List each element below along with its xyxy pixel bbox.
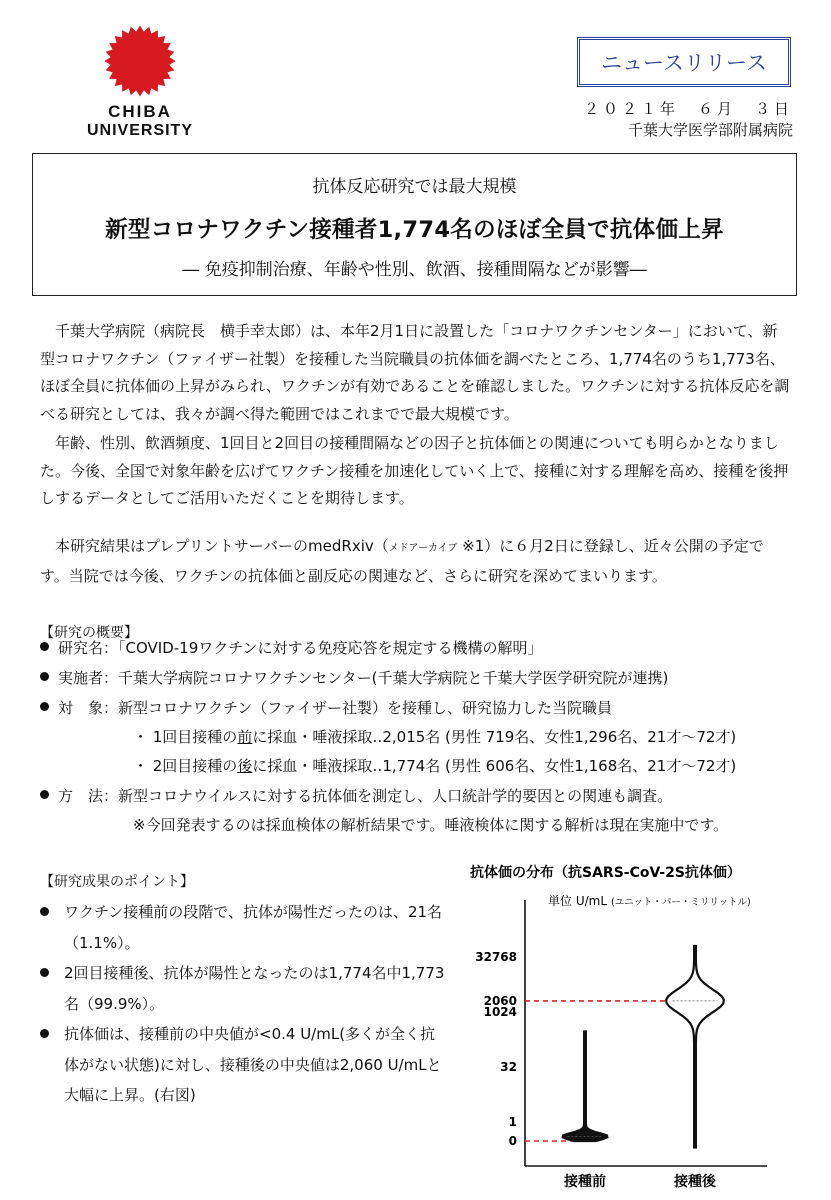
body-paragraph-3	[40, 533, 792, 590]
results-list	[40, 897, 450, 1111]
bullet-icon	[40, 907, 49, 916]
logo-star-shape	[104, 25, 175, 96]
bullet-icon	[40, 1029, 49, 1038]
title-subtitle: 抗体反応研究では最大規模	[312, 177, 517, 197]
overview-method-text: 方 法：新型コロナウイルスに対する抗体価を測定し、人口統計学的要因との関連も調査。	[58, 787, 673, 805]
overview-implementer-text: 実施者：千葉大学病院コロナワクチンセンター(千葉大学病院と千葉大学医学研究院が連携)	[58, 669, 669, 687]
chart-title: 抗体価の分布（抗SARS-CoV-2S抗体価）	[470, 865, 741, 881]
chiba-university-logo-icon	[103, 24, 177, 98]
x-category-label: 接種後	[674, 1174, 716, 1190]
overview-name	[40, 638, 543, 658]
bullet-icon	[40, 790, 49, 799]
overview-implementer	[40, 668, 668, 688]
violin-before	[563, 1032, 608, 1142]
overview-subject-text: 対 象：新型コロナワクチン（ファイザー社製）を接種し、研究協力した当院職員	[58, 699, 612, 717]
bullet-icon	[40, 702, 49, 711]
y-tick-label: 0	[508, 1134, 517, 1148]
overview-subject	[40, 698, 612, 718]
overview-subject-sub2	[133, 756, 736, 776]
result-item	[40, 1019, 450, 1111]
overview-name-text: 研究名：「COVID-19ワクチンに対する免疫応答を規定する機構の解明」	[58, 639, 543, 657]
bullet-icon	[40, 672, 49, 681]
title-tagline: ― 免疫抑制治療、年齢や性別、飲酒、接種間隔などが影響―	[182, 260, 647, 280]
page-title: 新型コロナワクチン接種者1,774名のほぼ全員で抗体価上昇	[105, 217, 724, 243]
y-tick-label: 2060	[483, 993, 517, 1008]
overview-method	[40, 786, 672, 806]
result-item-text: ワクチン接種前の段階で、抗体が陽性だったのは、21名（1.1%）。	[64, 903, 443, 952]
chart-unit-note: (ユニット・パー・ミリリットル)	[611, 897, 751, 908]
antibody-violin-chart	[455, 860, 825, 1195]
sub2-underlined: 後	[237, 757, 253, 775]
sub2-post: に採血・唾液採取‥1,774名 (男性 606名、女性1,168名、21才～72才)	[252, 757, 737, 775]
overview-subject-sub1	[133, 727, 736, 747]
chart-unit-label: 単位 U/mL	[548, 894, 608, 908]
overview-note: ※今回発表するのは採血検体の解析結果です。唾液検体に関する解析は現在実施中です。	[133, 816, 729, 834]
title-box	[32, 153, 797, 296]
logo-line-university: UNIVERSITY	[86, 122, 193, 139]
body-paragraph-2: 年齢、性別、飲酒頻度、1回目と2回目の接種間隔などの因子と抗体価との関連についても明らかとなりました。今後、全国で対象年齢を広げてワクチン接種を加速化していく上で、接種に対する理解を高め、接種を後押しするデータとしてご活用いただくことを期待します。	[40, 434, 789, 507]
logo-wordmark	[72, 102, 208, 140]
chart-unit	[548, 894, 751, 908]
news-release-badge: ニュースリリース	[577, 37, 791, 87]
x-category-label: 接種前	[564, 1174, 606, 1190]
p3-kana: メドアーカイブ	[388, 543, 458, 554]
y-tick-label: 32768	[475, 950, 517, 964]
result-item-text: 2回目接種後、抗体が陽性となったのは1,774名中1,773名（99.9%）。	[64, 964, 445, 1013]
release-date: ２０２１年 ６月 ３日	[583, 100, 793, 118]
y-tick-label: 1	[508, 1115, 517, 1129]
issuer-name: 千葉大学医学部附属病院	[627, 121, 793, 139]
p3-text-b: ※1）に６月2日に登録し、近々公開の予定です。当院では今後、ワクチンの抗体価と副反応の関連など、さらに研究を深めてまいります。	[40, 537, 764, 585]
chart-layer	[475, 946, 724, 1190]
logo-line-chiba: CHIBA	[108, 102, 172, 121]
bullet-icon	[40, 642, 49, 651]
sub1-underlined: 前	[237, 728, 253, 746]
sub2-pre: ・ 2回目接種の	[133, 757, 238, 775]
body-paragraph-1: 千葉大学病院（病院長 横手幸太郎）は、本年2月1日に設置した「コロナワクチンセンター」において、新型コロナワクチン（ファイザー社製）を接種した当院職員の抗体価を調べたところ、1,774名のうち1,773名、ほぼ全員に抗体価の上昇がみられ、ワクチンが有効であることを確認しました。ワクチンに対する抗体反応を調べる研究としては、我々が調べ得た範囲ではこれまでで最大規模です。	[40, 322, 790, 423]
violin-after	[666, 946, 724, 1148]
results-heading: 【研究成果のポイント】	[40, 874, 194, 890]
sub1-pre: ・ 1回目接種の	[133, 728, 238, 746]
bullet-icon	[40, 968, 49, 977]
result-item	[40, 958, 450, 1019]
sub1-post: に採血・唾液採取‥2,015名 (男性 719名、女性1,296名、21才～72才)	[252, 728, 737, 746]
y-tick-label: 32	[500, 1060, 517, 1074]
p3-text-a: 本研究結果はプレプリントサーバーのmedRxiv（	[40, 537, 389, 555]
result-item-text: 抗体価は、接種前の中央値が<0.4 U/mL(多くが全く抗体がない状態)に対し、接種後の中央値は2,060 U/mLと大幅に上昇。(右図)	[64, 1025, 442, 1104]
overview-heading: 【研究の概要】	[40, 625, 138, 641]
result-item	[40, 897, 450, 958]
y-tick-label: 1024	[483, 1005, 517, 1019]
